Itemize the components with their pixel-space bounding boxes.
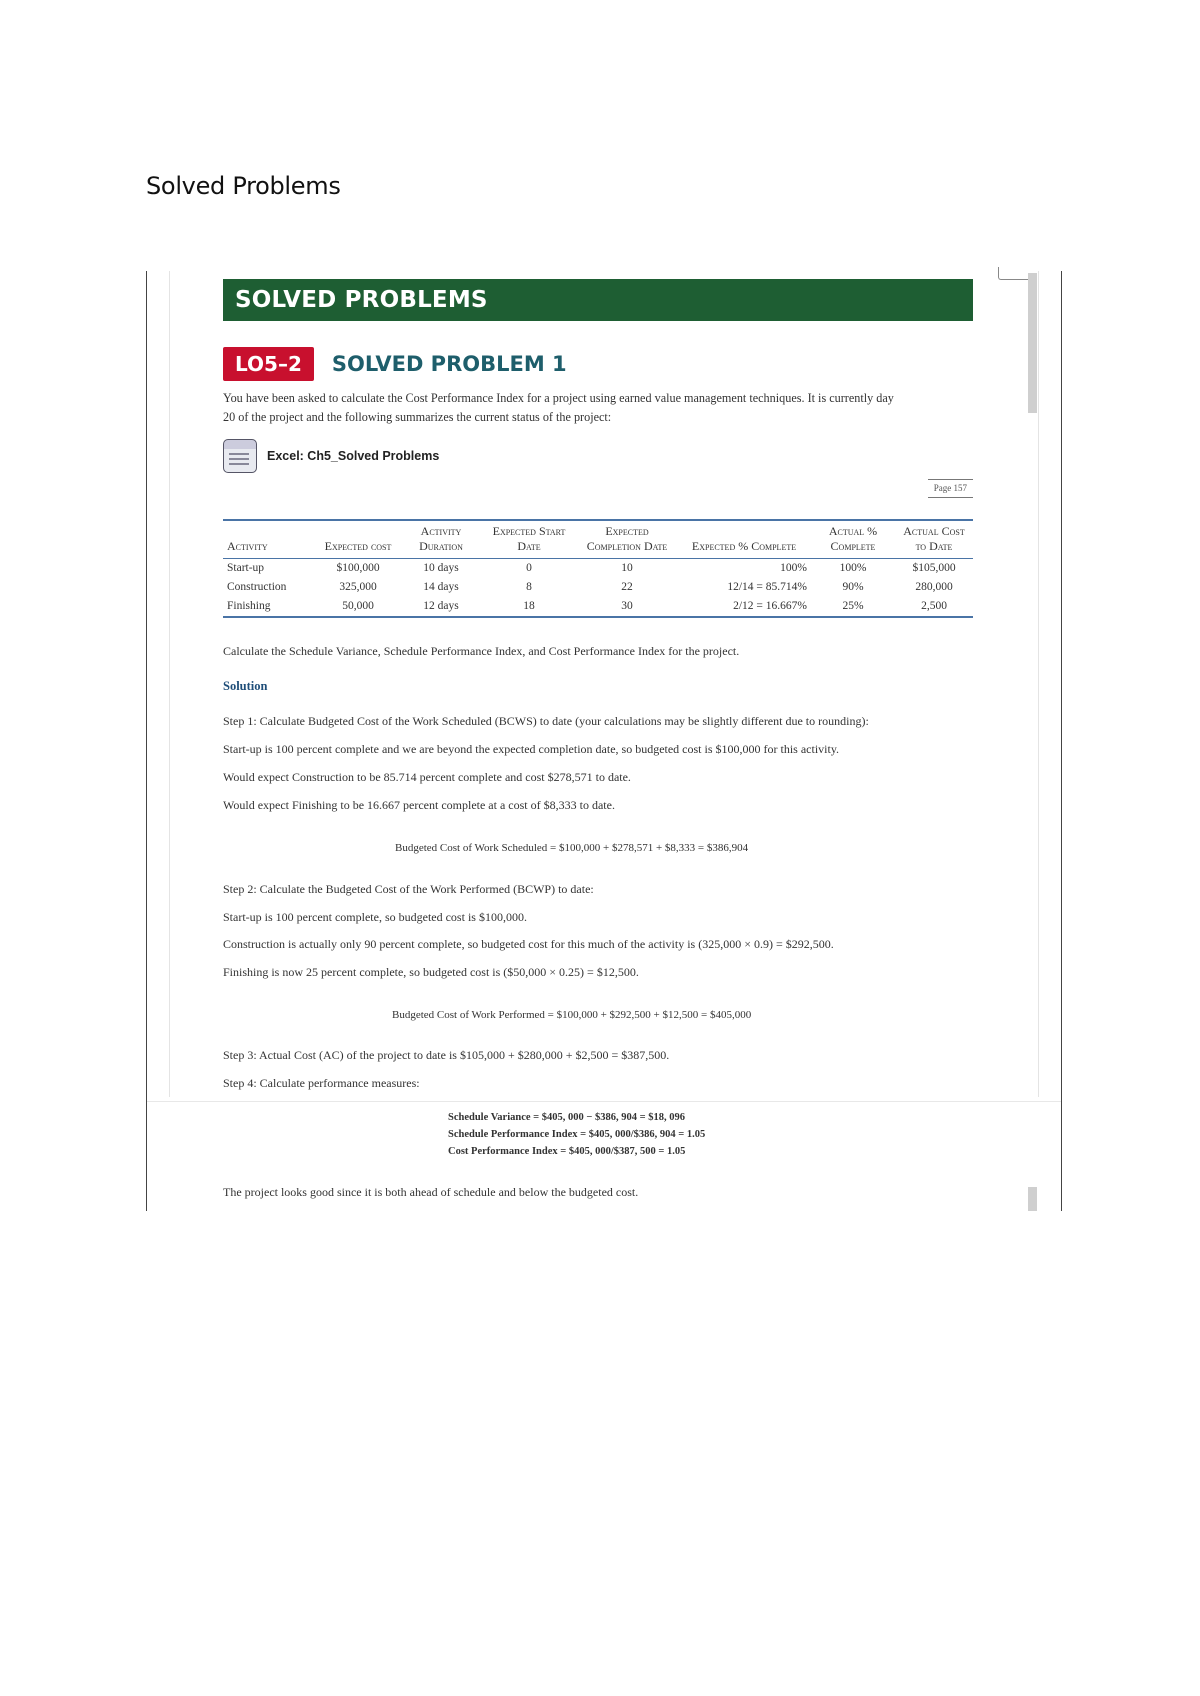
problem-heading [223, 346, 567, 382]
cost-performance-index-equation: Cost Performance Index = $405, 000/$387, 500 = 1.05 [448, 1146, 686, 1157]
section-banner: SOLVED PROBLEMS [223, 279, 973, 321]
table-cell: 10 [621, 562, 633, 574]
table-cell: 25% [842, 600, 864, 612]
step-1-detail: Start-up is 100 percent complete and we are beyond the expected completion date, so budgeted cost is $100,000 for this activity. [223, 742, 840, 756]
project-status-table [223, 519, 973, 618]
step-2-detail: Construction is actually only 90 percent complete, so budgeted cost for this much of the activity is (325,000 × 0.9) = $292,500. [223, 937, 834, 951]
column-header-text: Expected % Complete [691, 539, 797, 553]
conclusion: The project looks good since it is both ahead of schedule and below the budgeted cost. [223, 1185, 639, 1199]
solution-heading: Solution [223, 679, 268, 693]
table-cell: 100% [839, 562, 867, 574]
table-cell: 0 [526, 562, 532, 574]
table-cell: 50,000 [342, 600, 374, 612]
column-header [677, 520, 811, 559]
column-header-text: Expected Start Date [492, 524, 566, 553]
column-header-text: Expected cost [324, 539, 392, 553]
excel-reference[interactable] [223, 437, 439, 475]
table-cell: 30 [621, 600, 633, 612]
page-reference: Page 157 [928, 479, 973, 498]
problem-intro [223, 389, 973, 427]
schedule-variance-equation: Schedule Variance = $405, 000 − $386, 904 = $18, 096 [448, 1112, 685, 1123]
step-3: Step 3: Actual Cost (AC) of the project to date is $105,000 + $280,000 + $2,500 = $387,500. [223, 1048, 670, 1062]
step-1-detail: Would expect Finishing to be 16.667 percent complete at a cost of $8,333 to date. [223, 798, 615, 812]
intro-line: You have been asked to calculate the Cost Performance Index for a project using earned value management techniques. It is currently day [223, 391, 894, 405]
table-cell: 8 [526, 581, 532, 593]
table-cell: $100,000 [336, 562, 380, 574]
table-cell: 2,500 [921, 600, 947, 612]
problem-title: SOLVED PROBLEM 1 [331, 352, 567, 376]
question-text: Calculate the Schedule Variance, Schedule Performance Index, and Cost Performance Index for the project. [223, 644, 740, 658]
table-cell: 280,000 [915, 581, 953, 593]
table-cell: 90% [842, 581, 864, 593]
table-header-row [223, 520, 973, 559]
bcwp-equation: Budgeted Cost of Work Performed = $100,000 + $292,500 + $12,500 = $405,000 [392, 1009, 752, 1021]
table-cell: 10 days [423, 562, 459, 574]
table-cell: 12/14 = 85.714% [727, 581, 807, 593]
table-cell: 325,000 [339, 581, 377, 593]
page-heading: Solved Problems [146, 172, 341, 200]
table-row [223, 578, 973, 597]
column-header-text: Actual Cost to Date [903, 524, 965, 553]
column-header-text: Expected Completion Date [586, 524, 668, 553]
spreadsheet-icon [223, 439, 257, 473]
learning-objective-badge: LO5–2 [223, 347, 314, 381]
step-1: Step 1: Calculate Budgeted Cost of the Work Scheduled (BCWS) to date (your calculations may be slightly different due to rounding): [223, 714, 869, 728]
column-header [577, 520, 677, 559]
step-4: Step 4: Calculate performance measures: [223, 1076, 420, 1090]
scrollbar-thumb[interactable] [1028, 273, 1037, 413]
column-header [811, 520, 895, 559]
schedule-performance-index-equation: Schedule Performance Index = $405, 000/$386, 904 = 1.05 [448, 1129, 706, 1140]
table-cell: 12 days [423, 600, 459, 612]
frame-seam [147, 1101, 1061, 1102]
performance-measures [448, 1109, 705, 1160]
column-header-text: Activity Duration [419, 524, 463, 553]
column-header [895, 520, 973, 559]
intro-line: 20 of the project and the following summarizes the current status of the project: [223, 410, 612, 424]
table-cell: $105,000 [912, 562, 956, 574]
table-cell: Construction [227, 581, 287, 593]
table-cell: 100% [780, 562, 807, 574]
table-row [223, 559, 973, 579]
scrollbar-thumb-lower[interactable] [1028, 1187, 1037, 1211]
frame-divider [1038, 271, 1039, 1097]
table-cell: 14 days [423, 581, 459, 593]
table-cell: Finishing [227, 600, 271, 612]
column-header [315, 520, 401, 559]
frame-divider [169, 271, 170, 1097]
step-2-detail: Start-up is 100 percent complete, so budgeted cost is $100,000. [223, 910, 527, 924]
column-header [481, 520, 577, 559]
column-header-text: Actual % Complete [828, 524, 878, 553]
table-cell: 2/12 = 16.667% [733, 600, 807, 612]
table-cell: 22 [621, 581, 633, 593]
table-cell: 18 [523, 600, 535, 612]
table-cell: Start-up [227, 562, 265, 574]
column-header: Activity [223, 520, 315, 559]
excel-label: Excel: Ch5_Solved Problems [267, 449, 440, 463]
step-2: Step 2: Calculate the Budgeted Cost of the Work Performed (BCWP) to date: [223, 882, 594, 896]
step-1-detail: Would expect Construction to be 85.714 percent complete and cost $278,571 to date. [223, 770, 631, 784]
table-row [223, 597, 973, 617]
embedded-page-frame [146, 271, 1062, 1211]
column-header [401, 520, 481, 559]
bcws-equation: Budgeted Cost of Work Scheduled = $100,000 + $278,571 + $8,333 = $386,904 [395, 842, 749, 854]
step-2-detail: Finishing is now 25 percent complete, so budgeted cost is ($50,000 × 0.25) = $12,500. [223, 965, 639, 979]
